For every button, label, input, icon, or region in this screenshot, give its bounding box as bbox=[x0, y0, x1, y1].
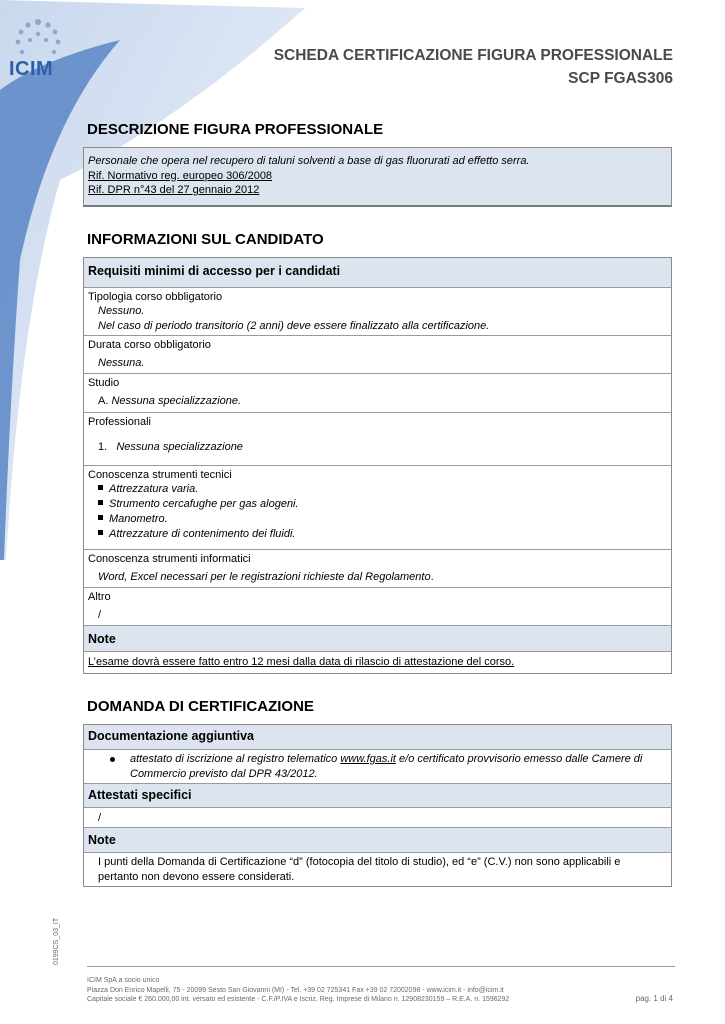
note-line: pertanto non devono essere considerati. bbox=[98, 871, 295, 883]
bullet-icon bbox=[98, 530, 103, 535]
descrizione-text: Personale che opera nel recupero di taluni solventi a base di gas fluorurati ad effetto serra. bbox=[88, 155, 530, 167]
list-item: Manometro. bbox=[88, 512, 667, 527]
documentazione-header: Documentazione aggiuntiva bbox=[84, 725, 671, 749]
list-item: Attrezzatura varia. bbox=[88, 482, 667, 497]
footer bbox=[87, 976, 509, 1005]
tipologia-value: Nessuno. bbox=[98, 305, 145, 317]
footer-divider bbox=[87, 966, 675, 967]
footer-address: Piazza Don Enrico Mapelli, 75 - 20099 Sesto San Giovanni (MI) - Tel. +39 02 725341 Fax +39 02 72002098 - www.icim.it - info@icim.it bbox=[87, 986, 504, 994]
informatici-dot: . bbox=[430, 571, 434, 583]
bullet-icon bbox=[98, 485, 103, 490]
table-row bbox=[84, 549, 671, 587]
list-item: attestato di iscrizione al registro telematico www.fgas.it e/o certificato provvisorio emesso dalle Camere di Commercio previsto dal DPR 43/2012. bbox=[88, 752, 667, 782]
informatici-item bbox=[88, 566, 667, 585]
document-code: 0199CS_03_IT bbox=[53, 917, 60, 965]
bullet-icon bbox=[98, 500, 103, 505]
professionali-marker: 1. bbox=[98, 441, 108, 453]
footer-legal: Capitale sociale € 260.000,00 int. versato ed esistente - C.F./P.IVA e Iscriz. Reg. Imprese di Milano n. 12908230159 – R.E.A. n. 1596292 bbox=[87, 996, 510, 1003]
informatici-label: Conoscenza strumenti informatici bbox=[88, 553, 251, 565]
list-item: Attrezzature di contenimento dei fluidi. bbox=[88, 527, 667, 542]
document-title-line1: SCHEDA CERTIFICAZIONE FIGURA PROFESSIONALE bbox=[273, 47, 673, 64]
table-row bbox=[84, 287, 671, 335]
tipologia-note: Nel caso di periodo transitorio (2 anni) deve essere finalizzato alla certificazione. bbox=[98, 320, 490, 332]
studio-label: Studio bbox=[88, 377, 120, 389]
table-row bbox=[84, 465, 671, 549]
professionali-item bbox=[88, 429, 667, 455]
note-header: Note bbox=[84, 625, 671, 651]
bullet-icon bbox=[110, 757, 115, 762]
section-heading-descrizione: DESCRIZIONE FIGURA PROFESSIONALE bbox=[87, 121, 384, 138]
table-row bbox=[84, 373, 671, 412]
domanda-table bbox=[83, 724, 672, 887]
studio-marker: A. bbox=[98, 395, 109, 407]
attestati-value: / bbox=[98, 812, 102, 824]
professionali-value: Nessuna specializzazione bbox=[116, 441, 243, 453]
tecnici-label: Conoscenza strumenti tecnici bbox=[88, 469, 232, 481]
note-text: L’esame dovrà essere fatto entro 12 mesi dalla data di rilascio di attestazione del corso. bbox=[88, 656, 515, 668]
rif-dpr: Rif. DPR n°43 del 27 gennaio 2012 bbox=[88, 184, 260, 196]
footer-company: ICIM SpA a socio unico bbox=[87, 977, 160, 984]
table-row bbox=[84, 749, 671, 783]
informatici-value: Word, Excel necessari per le registrazioni richieste dal Regolamento bbox=[98, 571, 431, 583]
rif-normativo: Rif. Normativo reg. europeo 306/2008 bbox=[88, 169, 273, 182]
logo-text: ICIM bbox=[9, 58, 54, 80]
note-header: Note bbox=[84, 827, 671, 852]
altro-value: / bbox=[98, 609, 102, 621]
list-item: Strumento cercafughe per gas alogeni. bbox=[88, 497, 667, 512]
descrizione-box bbox=[83, 147, 672, 207]
document-code: SCP FGAS306 bbox=[568, 70, 673, 87]
studio-value: Nessuna specializzazione. bbox=[111, 395, 242, 407]
table-row bbox=[84, 852, 671, 888]
fgas-link[interactable]: www.fgas.it bbox=[340, 753, 396, 765]
professionali-label: Professionali bbox=[88, 416, 151, 428]
table-row bbox=[84, 651, 671, 675]
studio-item bbox=[88, 390, 667, 409]
durata-value: Nessuna. bbox=[98, 357, 145, 369]
altro-label: Altro bbox=[88, 591, 111, 603]
durata-label: Durata corso obbligatorio bbox=[88, 339, 211, 351]
section-heading-domanda: DOMANDA DI CERTIFICAZIONE bbox=[87, 698, 314, 715]
attestati-header: Attestati specifici bbox=[84, 783, 671, 807]
tipologia-label: Tipologia corso obbligatorio bbox=[88, 291, 223, 303]
requisiti-table bbox=[83, 257, 672, 674]
requisiti-header: Requisiti minimi di accesso per i candidati bbox=[84, 258, 671, 287]
table-row bbox=[84, 335, 671, 373]
note-line: I punti della Domanda di Certificazione “d” (fotocopia del titolo di studio), ed “e” (C.V.) non sono applicabili e bbox=[98, 856, 621, 868]
table-row bbox=[84, 587, 671, 625]
table-row bbox=[84, 807, 671, 827]
table-row bbox=[84, 412, 671, 465]
document-title bbox=[274, 44, 673, 90]
section-heading-candidato: INFORMAZIONI SUL CANDIDATO bbox=[87, 231, 324, 248]
page-number: pag. 1 di 4 bbox=[635, 994, 673, 1003]
bullet-icon bbox=[98, 515, 103, 520]
